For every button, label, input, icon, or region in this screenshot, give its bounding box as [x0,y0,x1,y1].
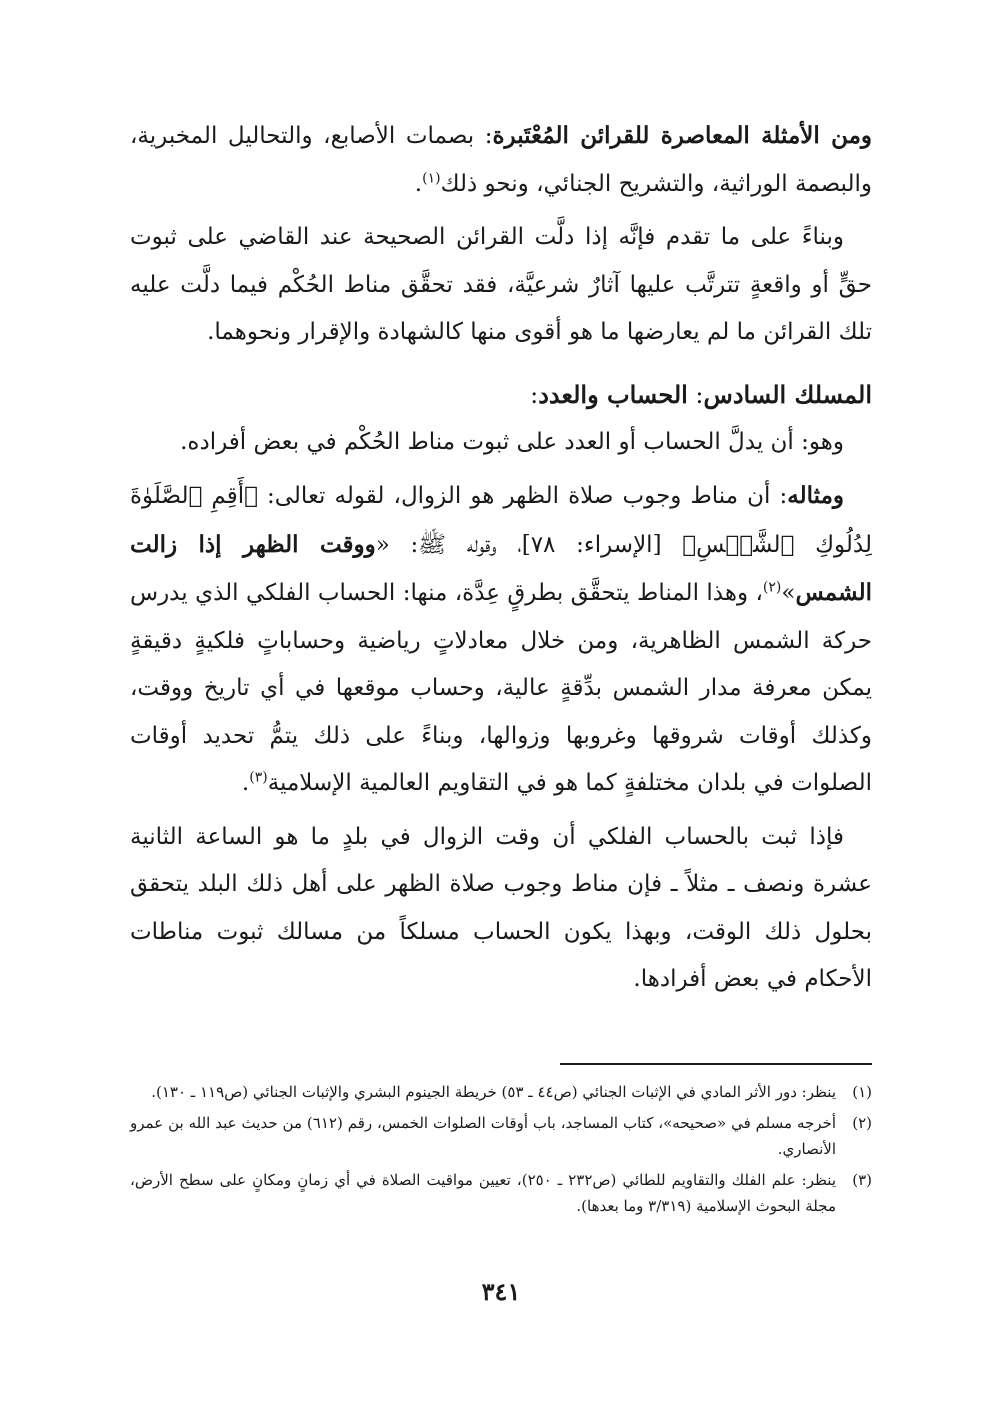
paragraph-text-2: » [781,580,796,606]
heading-title: الحساب والعدد [538,379,688,409]
footnote-text: أخرجه مسلم في «صحيحه»، كتاب المساجد، باب أوقات الصلوات الخمس، رقم (٦١٢) من حديث عبد الله بن عمرو الأنصاري. [130,1113,836,1158]
paragraph-definition [130,419,872,467]
paragraph-lead-bold: ومن الأمثلة المعاصرة للقرائن المُعْتَبرة [492,122,872,149]
heading-end: : [530,380,539,409]
paragraph-end: . [414,170,423,197]
footnote-text: ينظر: علم الفلك والتقاويم للطائي (ص٢٣٢ ـ ٢٥٠)، تعيين مواقيت الصلاة في أي زمانٍ ومكانٍ على سطح الأرض، مجلة البحوث الإسلامية (٣/٣١٩ وما بعدها). [130,1170,837,1215]
footnote-ref-2[interactable]: (٢) [762,579,782,596]
footnote-ref-3[interactable]: (٣) [249,769,268,786]
paragraph-example [130,472,872,808]
paragraph-contemporary-evidence [130,112,872,208]
footnote-ref-1[interactable]: (١) [422,169,441,186]
footnote-separator [560,1063,872,1065]
paragraph-application [130,814,872,1004]
paragraph-text-3: ، وهذا المناط يتحقَّق بطرقٍ عِدَّة، منها: الحساب الفلكي الذي يدرس حركة الشمس الظاهرية، ومن خلال معادلاتٍ رياضية وحساباتٍ فلكيةٍ دقيقةٍ يمكن معرفة مدار الشمس بدِّقةٍ عالية، وحساب موقعها في أي تاريخ ووقت، وكذلك أوقات شروقها وغروبها وزوالها، وبناءً على ذلك يتمُّ تحديد أوقات الصلوات في بلدان مختلفةٍ كما هو في التقاويم العالمية الإسلامية [130,580,872,796]
footnote-number: (١) [852,1083,872,1101]
page-number: ٣٤١ [481,1277,521,1306]
footnote-text: ينظر: دور الأثر المادي في الإثبات الجنائي (ص٤٤ ـ ٥٣) خريطة الجينوم البشري والإثبات الجنائي (ص١١٩ ـ ١٣٠). [151,1083,836,1101]
paragraph-text: : بصمات الأصابع، والتحاليل المخبرية، والبصمة الوراثية، والتشريح الجنائي، ونحو ذلك [130,123,872,197]
paragraph-end: . [241,770,250,796]
footnote-number: (٣) [852,1170,872,1189]
paragraph-text-1: : أن مناط وجوب صلاة الظهر هو الزوال، لقوله تعالى: ﴿أَقِمِ ٱلصَّلَوٰةَ لِدُلُوكِ ٱلشَّمۡسِ﴾ [الإسراء: ٧٨]، وقوله ﷺ: « [130,483,872,558]
paragraph-lead-bold: ومثاله [787,482,844,509]
hadith-quote: ووقت الظهر إذا زالت الشمس [130,530,872,606]
paragraph-text: وبناءً على ما تقدم فإنَّه إذا دلَّت القرائن الصحيحة عند القاضي على ثبوت حقٍّ أو واقعةٍ تترتَّب عليها آثارٌ شرعيَّة، فقد تحقَّق مناط الحُكْم فيما دلَّت عليه تلك القرائن ما لم يعارضها ما هو أقوى منها كالشهادة والإقرار ونحوهما. [130,224,872,345]
paragraph-text: وهو: أن يدلَّ الحساب أو العدد على ثبوت مناط الحُكْم في بعض أفراده. [180,428,844,455]
footnote-3 [130,1167,872,1220]
footnote-2 [130,1110,872,1163]
footnote-number: (٢) [852,1113,872,1132]
page-body [130,112,872,1312]
paragraph-evidence-conclusion [130,214,872,357]
section-heading [130,371,872,419]
heading-colon: : [687,380,704,409]
footnotes [130,1079,872,1224]
paragraph-text: فإذا ثبت بالحساب الفلكي أن وقت الزوال في بلدٍ ما هو الساعة الثانية عشرة ونصف ـ مثلاً ـ فإن مناط وجوب صلاة الظهر على أهل ذلك البلد يتحقق بحلول ذلك الوقت، وبهذا يكون الحساب مسلكاً من مسالك ثبوت مناطات الأحكام في بعض أفرادها. [130,823,872,992]
heading-prefix: المسلك السادس [703,379,872,409]
footnote-1 [130,1079,872,1106]
